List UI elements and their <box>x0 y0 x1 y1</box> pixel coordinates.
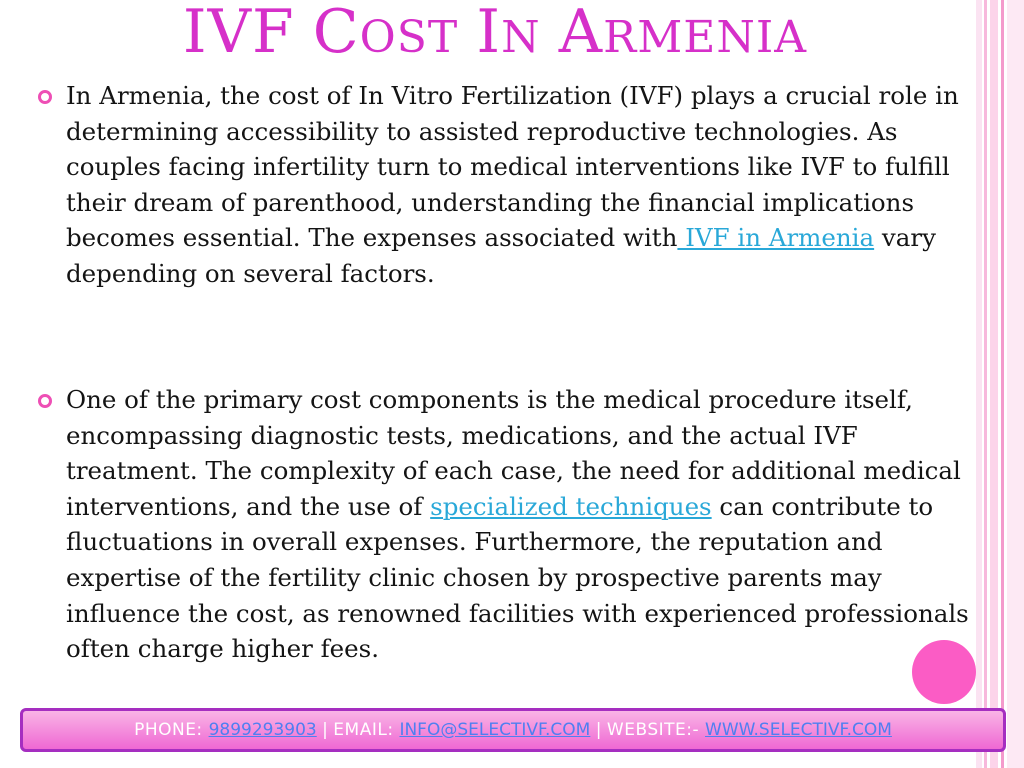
paragraph-2-text-after: can contribute to fluctuations in overall expenses. Furthermore, the reputation and expertise of the fertility clinic chosen by prospective parents may influence the cost, as renowned facilities with experienced professionals often charge higher fees. <box>66 491 969 664</box>
stripe <box>984 0 987 768</box>
ring-bullet-icon <box>38 90 52 104</box>
pink-circle-decoration <box>912 640 976 704</box>
phone-label: PHONE: <box>134 720 209 740</box>
stripe <box>1001 0 1004 768</box>
paragraph-2-text: One of the primary cost components is the medical procedure itself, encompassing diagnostic tests, medications, and the actual IVF treatment. The complexity of each case, the need for additional medical interventions, and the use of <box>66 385 961 521</box>
stripe <box>990 0 998 768</box>
ivf-in-armenia-link[interactable]: IVF in Armenia <box>677 223 875 253</box>
title-word: IVF <box>182 0 295 67</box>
slide-title <box>0 2 990 68</box>
ring-bullet-icon <box>38 394 52 408</box>
title-initial: A <box>558 0 604 67</box>
email-link[interactable]: INFO@SELECTIVF.COM <box>399 720 591 740</box>
title-rest: N <box>501 12 541 63</box>
contact-footer <box>20 708 1006 752</box>
website-link[interactable]: WWW.SELECTIVF.COM <box>705 720 892 740</box>
paragraph-1 <box>66 78 984 292</box>
paragraph-2 <box>66 382 984 667</box>
footer-separator: | <box>590 720 607 740</box>
title-rest: RMENIA <box>603 12 808 63</box>
website-label: WEBSITE:- <box>606 720 706 740</box>
phone-link[interactable]: 9899293903 <box>208 720 317 740</box>
paragraph-1-text: In Armenia, the cost of In Vitro Fertilization (IVF) plays a crucial role in determining accessibility to assisted reproductive technologies. As couples facing infertility turn to medical interventions like IVF to fulfill their dream of parenthood, understanding the financial implications becomes essential. The expenses associated with <box>66 81 959 253</box>
title-initial: I <box>476 0 502 67</box>
stripe <box>1007 0 1024 768</box>
specialized-techniques-link[interactable]: specialized techniques <box>430 491 712 521</box>
footer-separator: | <box>316 720 334 740</box>
paragraph-1-text-after: vary depending on several factors. <box>66 223 936 288</box>
title-rest: OST <box>359 12 459 63</box>
email-label: EMAIL: <box>333 720 400 740</box>
title-initial: C <box>312 0 360 67</box>
